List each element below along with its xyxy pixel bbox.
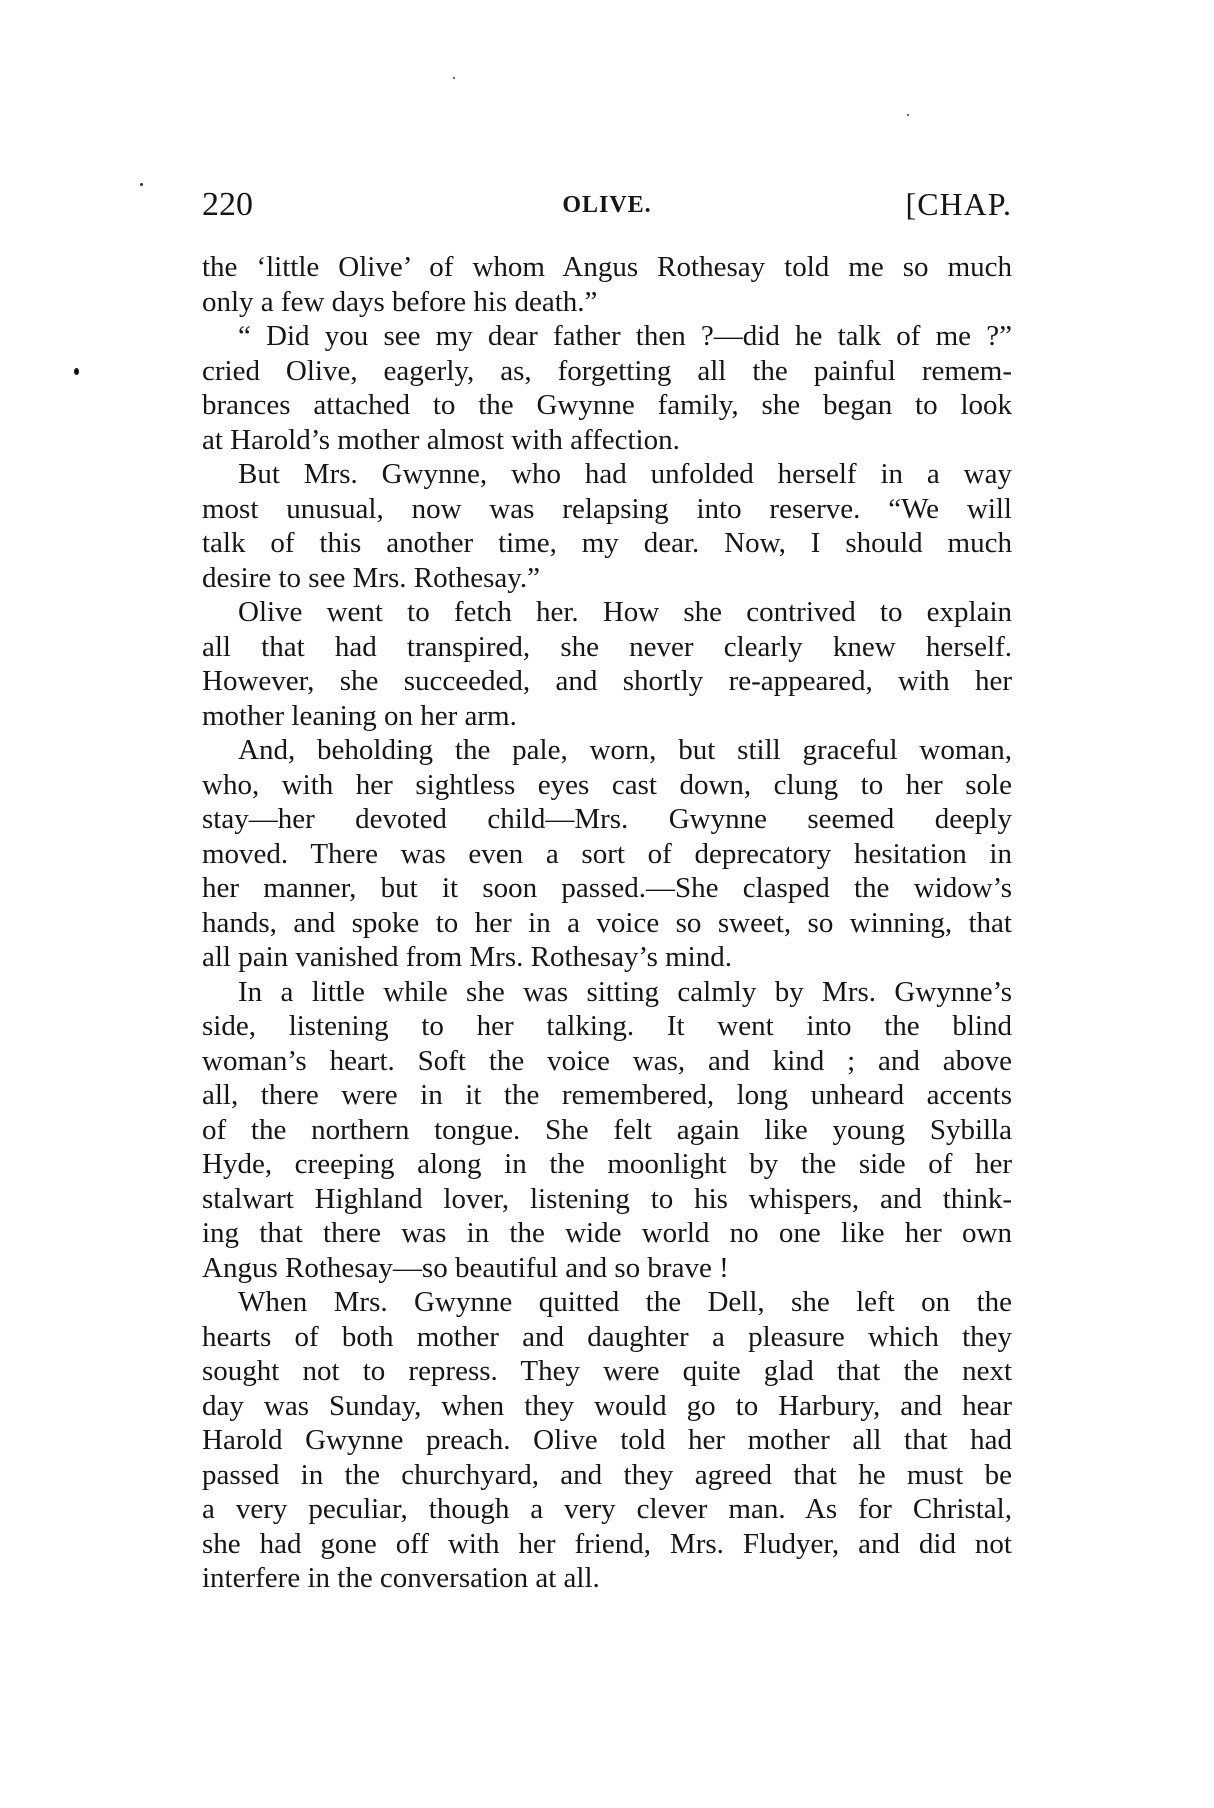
text-line: interfere in the conversation at all.	[202, 1562, 600, 1594]
text-line: side, listening to her talking. It went into the blind	[202, 1010, 1012, 1042]
text-line: most unusual, now was relapsing into reserve. “We will	[202, 492, 1012, 525]
paper-speck	[74, 368, 79, 375]
text-line: hands, and spoke to her in a voice so sweet, so winning, that	[202, 906, 1012, 939]
text-line: stalwart Highland lover, listening to his whispers, and think-	[202, 1182, 1012, 1215]
text-line: But Mrs. Gwynne, who had unfolded herself in a way	[238, 458, 1012, 490]
text-line: hearts of both mother and daughter a pleasure which they	[202, 1320, 1012, 1353]
text-line: of the northern tongue. She felt again like young Sybilla	[202, 1113, 1012, 1146]
text-line: a very peculiar, though a very clever man. As for Christal,	[202, 1493, 1012, 1525]
text-line: moved. There was even a sort of deprecatory hesitation in	[202, 837, 1012, 870]
text-line: “ Did you see my dear father then ?—did he talk of me ?”	[238, 320, 1012, 352]
text-line: passed in the churchyard, and they agreed that he must be	[202, 1458, 1012, 1491]
text-line: And, beholding the pale, worn, but still graceful woman,	[238, 734, 1012, 766]
running-title: OLIVE.	[562, 192, 652, 218]
text-line: desire to see Mrs. Rothesay.”	[202, 561, 540, 594]
text-line: she had gone off with her friend, Mrs. Fludyer, and did not	[202, 1527, 1012, 1560]
text-line: talk of this another time, my dear. Now, I should much	[202, 527, 1012, 559]
text-line: only a few days before his death.”	[202, 285, 598, 318]
paper-speck	[453, 77, 455, 79]
text-line: brances attached to the Gwynne family, she began to look	[202, 389, 1012, 421]
text-line: Angus Rothesay—so beautiful and so brave !	[202, 1251, 729, 1284]
text-line: However, she succeeded, and shortly re-appeared, with her	[202, 665, 1012, 697]
text-line: sought not to repress. They were quite glad that the next	[202, 1355, 1012, 1387]
running-header	[202, 186, 1012, 236]
text-line: at Harold’s mother almost with affection.	[202, 423, 680, 456]
text-line: In a little while she was sitting calmly by Mrs. Gwynne’s	[238, 975, 1012, 1008]
text-line: When Mrs. Gwynne quitted the Dell, she left on the	[238, 1286, 1012, 1318]
text-line: woman’s heart. Soft the voice was, and kind ; and above	[202, 1044, 1012, 1077]
text-line: mother leaning on her arm.	[202, 699, 517, 732]
text-line: all, there were in it the remembered, long unheard accents	[202, 1079, 1012, 1111]
text-line: day was Sunday, when they would go to Harbury, and hear	[202, 1389, 1012, 1422]
text-line: stay—her devoted child—Mrs. Gwynne seemed deeply	[202, 803, 1012, 835]
text-line: the ‘little Olive’ of whom Angus Rothesay told me so much	[202, 251, 1012, 283]
paper-speck	[907, 114, 909, 116]
chapter-mark: [CHAP.	[905, 186, 1012, 222]
text-line: who, with her sightless eyes cast down, clung to her sole	[202, 768, 1012, 801]
text-line: her manner, but it soon passed.—She clasped the widow’s	[202, 872, 1012, 904]
text-line: cried Olive, eagerly, as, forgetting all the painful remem-	[202, 354, 1012, 387]
paper-speck	[140, 183, 143, 186]
body-text	[202, 250, 1012, 1596]
text-line: Olive went to fetch her. How she contrived to explain	[238, 596, 1012, 628]
text-line: Harold Gwynne preach. Olive told her mother all that had	[202, 1424, 1012, 1456]
page-number: 220	[202, 186, 253, 223]
text-line: all that had transpired, she never clearly knew herself.	[202, 630, 1012, 663]
text-line: all pain vanished from Mrs. Rothesay’s mind.	[202, 941, 732, 973]
text-line: ing that there was in the wide world no one like her own	[202, 1217, 1012, 1249]
text-line: Hyde, creeping along in the moonlight by the side of her	[202, 1148, 1012, 1180]
